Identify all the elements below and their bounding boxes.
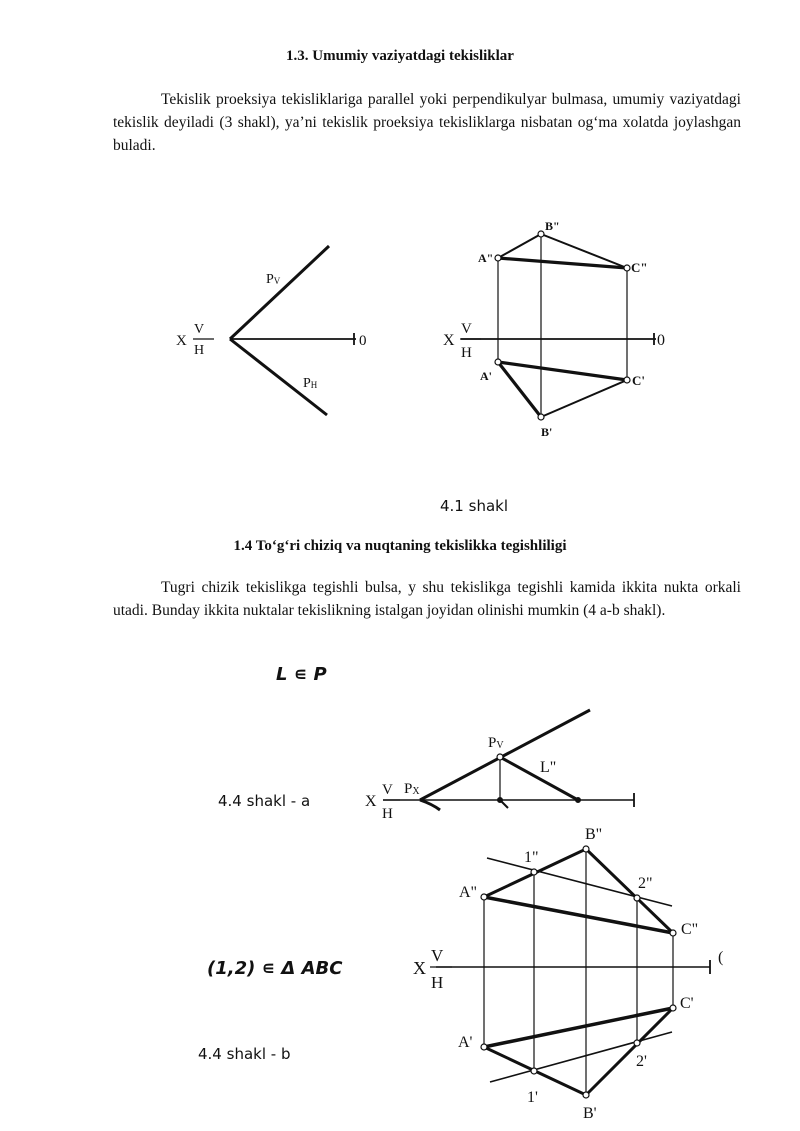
section-title-1-4: 1.4 To‘g‘ri chiziq va nuqtaning tekislikka tegishliligi xyxy=(233,538,567,554)
label-b1: B' xyxy=(541,425,553,439)
point-a1 xyxy=(481,1044,487,1050)
point-l-axis xyxy=(576,798,581,803)
label-a2: A" xyxy=(459,884,478,901)
point-on-axis xyxy=(498,798,503,803)
formula-l-in-p: L ∊ P xyxy=(276,664,327,685)
label-pv: PV xyxy=(266,272,281,287)
axis-label-zero: 0 xyxy=(657,332,665,349)
line-l2 xyxy=(500,757,578,800)
point-on-trace xyxy=(497,754,503,760)
figure-4-4-a xyxy=(383,710,634,810)
point-a2 xyxy=(481,894,487,900)
axis-label-h: H xyxy=(461,345,472,361)
point-a2 xyxy=(495,255,501,261)
trace-ph-line xyxy=(230,339,327,415)
figure-4-1-left xyxy=(193,246,356,415)
edge-a1-b1 xyxy=(498,362,541,417)
axis-label-zero: ( xyxy=(718,949,724,966)
axis-label-h: H xyxy=(382,806,393,822)
point-c2 xyxy=(624,265,630,271)
point-12 xyxy=(531,869,537,875)
axis-label-v: V xyxy=(461,321,472,337)
paragraph-line-on-plane: Tugri chizik tekislikga tegishli bulsa, y shu tekislikga tegishli kamida ikkita nukta orkali utadi. Bunday ikkita nuktalar tekislikning istalgan joyidan olinishi mumkin (4 a-b shakl). xyxy=(113,579,741,619)
label-b2: B" xyxy=(585,826,603,843)
point-21 xyxy=(634,1040,640,1046)
point-b1 xyxy=(583,1092,589,1098)
label-c1: C' xyxy=(632,373,645,388)
label-c2: C" xyxy=(631,260,648,275)
label-b2: B" xyxy=(545,219,560,233)
edge-a1-c1 xyxy=(484,1008,673,1047)
axis-label-v: V xyxy=(431,946,444,965)
label-ph: PH xyxy=(303,376,318,391)
label-a1: A' xyxy=(480,369,492,383)
axis-label-h: H xyxy=(194,343,205,358)
label-b1: B' xyxy=(583,1105,597,1122)
label-11: 1' xyxy=(527,1089,538,1106)
axis-label-h: H xyxy=(431,973,444,992)
label-a1: A' xyxy=(458,1034,473,1051)
point-b2 xyxy=(538,231,544,237)
axis-label-v: V xyxy=(382,782,393,798)
figure-caption-4-4-b: 4.4 shakl - b xyxy=(198,1045,291,1063)
edge-a2-b2 xyxy=(498,234,541,258)
point-b2 xyxy=(583,846,589,852)
trace-pv-line xyxy=(420,710,590,800)
trace-ph-stub xyxy=(420,800,440,810)
label-c2: C" xyxy=(681,921,699,938)
point-c1 xyxy=(670,1005,676,1011)
paragraph-general-plane: Tekislik proeksiya tekisliklariga parallel yoki perpendikulyar bulmasa, umumiy vaziyatdagi tekislik deyiladi (3 shakl), ya’ni tekislik proeksiya tekisliklarga nisbatan og‘ma xolatda joylashgan buladi. xyxy=(113,91,741,154)
label-a2: A" xyxy=(478,251,494,265)
label-pv: PV xyxy=(488,735,504,751)
trace-pv-line xyxy=(230,246,329,339)
axis-label-zero: 0 xyxy=(359,333,367,349)
point-b1 xyxy=(538,414,544,420)
point-c2 xyxy=(670,930,676,936)
label-c1: C' xyxy=(680,995,694,1012)
label-22: 2" xyxy=(638,875,653,892)
edge-b1-c1 xyxy=(541,380,627,417)
label-l2: L" xyxy=(540,759,557,776)
axis-label-x: X xyxy=(413,958,426,978)
axis-label-v: V xyxy=(194,322,205,337)
edge-a2-c2 xyxy=(484,897,673,933)
edge-a1-c1 xyxy=(498,362,627,380)
axis-label-x: X xyxy=(365,793,377,810)
figure-caption-4-1: 4.1 shakl xyxy=(440,497,508,515)
point-a1 xyxy=(495,359,501,365)
section-title-1-3: 1.3. Umumiy vaziyatdagi tekisliklar xyxy=(286,48,514,64)
label-px: PX xyxy=(404,781,420,797)
point-22 xyxy=(634,895,640,901)
point-c1 xyxy=(624,377,630,383)
label-21: 2' xyxy=(636,1053,647,1070)
point-11 xyxy=(531,1068,537,1074)
formula-points-in-triangle: (1,2) ∊ Δ ABC xyxy=(207,958,343,979)
figure-caption-4-4-a: 4.4 shakl - a xyxy=(218,792,311,810)
axis-label-x: X xyxy=(176,333,187,349)
label-12: 1" xyxy=(524,849,539,866)
axis-label-x: X xyxy=(443,332,455,349)
